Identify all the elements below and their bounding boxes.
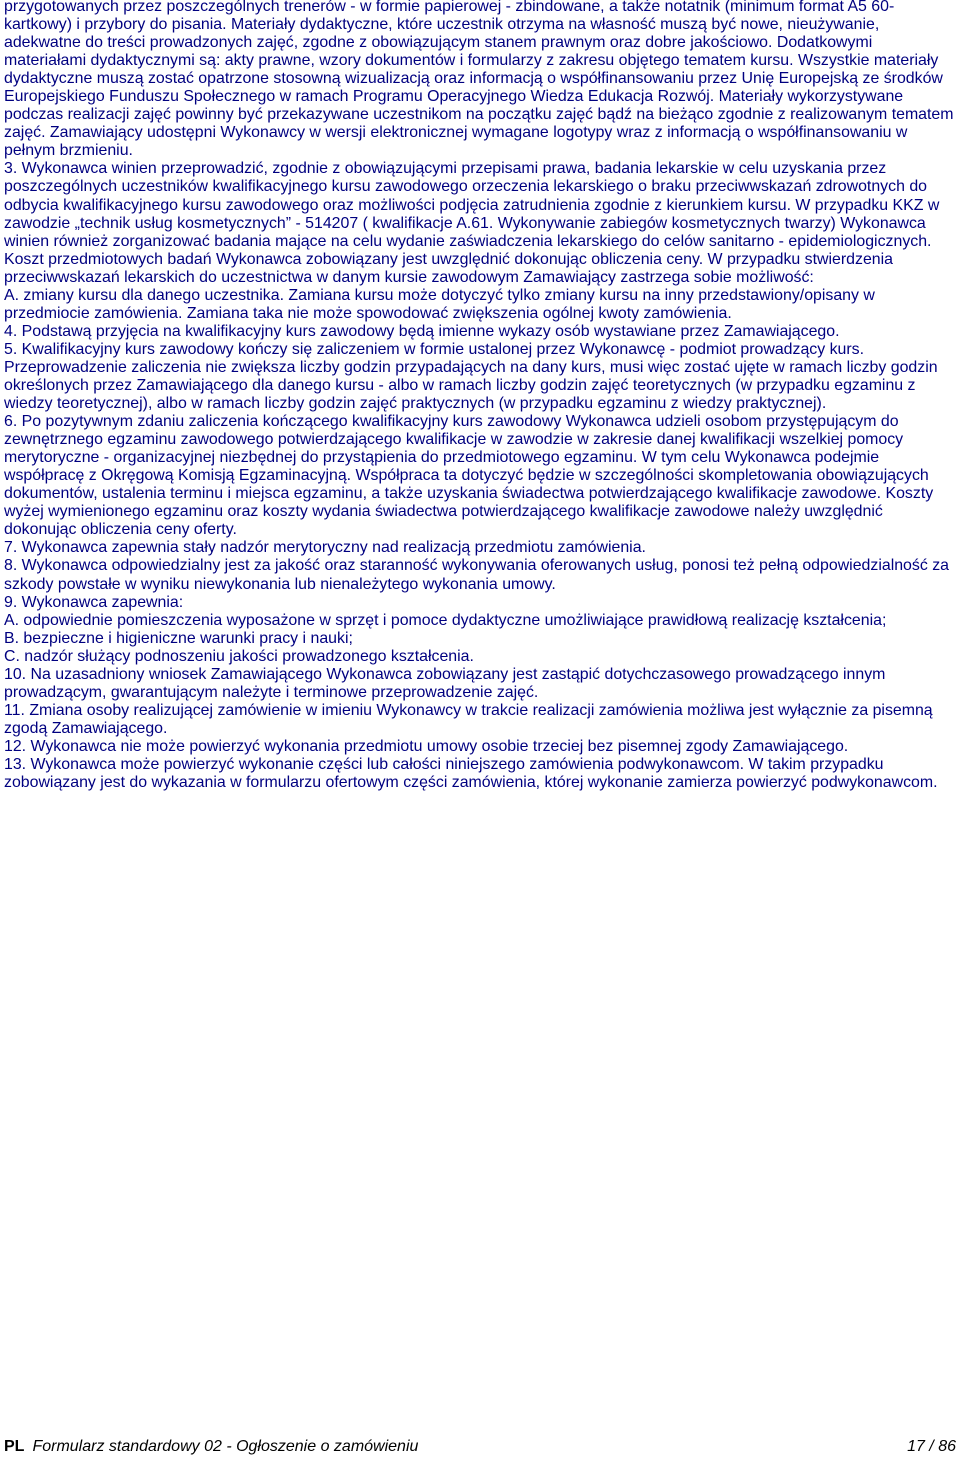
paragraph-13-subcontractors: 13. Wykonawca może powierzyć wykonanie części lub całości niniejszego zamówienia podwykonawcom. W takim przypadku zobowiązany jest do wykazania w formularzu ofertowym części zamówienia, której wykonanie zamierza powierzyć podwykonawcom.: [4, 755, 938, 792]
paragraph-9b-conditions: B. bezpieczne i higieniczne warunki pracy i nauki;: [4, 629, 353, 647]
paragraph-12-third-party: 12. Wykonawca nie może powierzyć wykonania przedmiotu umowy osobie trzeciej bez pisemnej zgody Zamawiającego.: [4, 737, 849, 755]
footer-page-number: 17 / 86: [907, 1438, 956, 1455]
paragraph-10-replacement: 10. Na uzasadniony wniosek Zamawiającego Wykonawca zobowiązany jest zastąpić dotychczasowego prowadzącego innym prowadzącym, gwarantującym należyte i terminowe przeprowadzenie zajęć.: [4, 665, 886, 701]
footer-language: PL: [4, 1438, 25, 1455]
document-body: [4, 0, 956, 792]
paragraph-3-medical-exams: 3. Wykonawca winien przeprowadzić, zgodnie z obowiązującymi przepisami prawa, badania lekarskie w celu uzyskania przez poszczególnych uczestników kwalifikacyjnego kursu zawodowego orzeczenia lekarskiego o braku przeciwwskazań zdrowotnych do odbycia kwalifikacyjnego kursu zawodowego oraz możliwości podjęcia zatrudnienia zgodnie z kierunkiem kursu. W przypadku KKZ w zawodzie „technik usług kosmetycznych” - 514207 ( kwalifikacje A.61. Wykonywanie zabiegów kosmetycznych twarzy) Wykonawca winien również zorganizować badania mające na celu wydanie zaświadczenia lekarskiego do celów sanitarno - epidemiologicznych. Koszt przedmiotowych badań Wykonawca zobowiązany jest uwzględnić dokonując obliczenia ceny. W przypadku stwierdzenia przeciwwskazań lekarskich do uczestnictwa w danym kursie zawodowym Zamawiający zastrzega sobie możliwość:: [4, 160, 940, 286]
page-footer: [4, 1437, 956, 1457]
paragraph-5-completion: 5. Kwalifikacyjny kurs zawodowy kończy się zaliczeniem w formie ustalonej przez Wykonawcę - podmiot prowadzący kurs. Przeprowadzenie zaliczenia nie zwiększa liczby godzin przypadających na dany kurs, musi więc zostać ujęte w ramach liczby godzin określonych przez Zamawiającego dla danego kursu - albo w ramach liczby godzin zajęć teoretycznych (w przypadku egzaminu z wiedzy teoretycznej), albo w ramach liczby godzin zajęć praktycznych (w przypadku egzaminu z wiedzy praktycznej).: [4, 340, 938, 413]
paragraph-11-person-change: 11. Zmiana osoby realizującej zamówienie w imieniu Wykonawcy w trakcie realizacji zamówienia możliwa jest wyłącznie za pisemną zgodą Zamawiającego.: [4, 701, 933, 737]
paragraph-3a-course-change: A. zmiany kursu dla danego uczestnika. Zamiana kursu może dotyczyć tylko zmiany kursu na inny przedstawiony/opisany w przedmiocie zamówienia. Zamiana taka nie może spowodować zwiększenia ogólnej kwoty zamówienia.: [4, 286, 875, 322]
paragraph-8-responsibility: 8. Wykonawca odpowiedzialny jest za jakość oraz staranność wykonywania oferowanych usług, ponosi też pełną odpowiedzialność za szkody powstałe w wyniku niewykonania lub nienależytego wykonania umowy.: [4, 557, 949, 593]
paragraph-7-supervision: 7. Wykonawca zapewnia stały nadzór merytoryczny nad realizacją przedmiotu zamówienia.: [4, 539, 646, 557]
paragraph-4-admission: 4. Podstawą przyjęcia na kwalifikacyjny kurs zawodowy będą imienne wykazy osób wystawiane przez Zamawiającego.: [4, 322, 840, 340]
paragraph-materials: przygotowanych przez poszczególnych trenerów - w formie papierowej - zbindowane, a także notatnik (minimum format A5 60-kartkowy) i przybory do pisania. Materiały dydaktyczne, które uczestnik otrzyma na własność muszą być nowe, nieużywanie, adekwatne do treści prowadzonych zajęć, zgodne z obowiązującym stanem prawnym oraz dobre jakościowo. Dodatkowymi materiałami dydaktycznymi są: akty prawne, wzory dokumentów i formularzy z zakresu objętego tematem kursu. Wszystkie materiały dydaktyczne muszą zostać opatrzone stosowną wizualizacją oraz informacją o współfinansowaniu przez Unię Europejską ze środków Europejskiego Funduszu Społecznego w ramach Programu Operacyjnego Wiedza Edukacja Rozwój. Materiały wykorzystywane podczas realizacji zajęć powinny być przekazywane uczestnikom na początku zajęć bądź na bieżąco zgodnie z realizowanym tematem zajęć. Zamawiający udostępni Wykonawcy w wersji elektronicznej wymagane logotypy wraz z informacją o współfinansowaniu w pełnym brzmieniu.: [4, 0, 954, 160]
paragraph-9-provides: 9. Wykonawca zapewnia:: [4, 593, 184, 611]
paragraph-9a-rooms: A. odpowiednie pomieszczenia wyposażone w sprzęt i pomoce dydaktyczne umożliwiające prawidłową realizację kształcenia;: [4, 611, 887, 629]
footer-form-title: Formularz standardowy 02 - Ogłoszenie o zamówieniu: [32, 1438, 419, 1455]
paragraph-9c-quality: C. nadzór służący podnoszeniu jakości prowadzonego kształcenia.: [4, 647, 474, 665]
paragraph-6-exam-support: 6. Po pozytywnym zdaniu zaliczenia kończącego kwalifikacyjny kurs zawodowy Wykonawca udzieli osobom przystępującym do zewnętrznego egzaminu zawodowego potwierdzającego kwalifikacje w zawodzie w zakresie danej kwalifikacji wszelkiej pomocy merytoryczne - organizacyjnej niezbędnej do przystąpienia do przedmiotowego egzaminu. W tym celu Wykonawca podejmie współpracę z Okręgową Komisją Egzaminacyjną. Współpraca ta dotyczyć będzie w szczególności skompletowania obowiązujących dokumentów, ustalenia terminu i miejsca egzaminu, a także uzyskania świadectwa potwierdzającego kwalifikacje zawodowe. Koszty wyżej wymienionego egzaminu oraz koszty wydania świadectwa potwierdzającego kwalifikacje zawodowe należy uwzględnić dokonując obliczenia ceny oferty.: [4, 413, 934, 539]
